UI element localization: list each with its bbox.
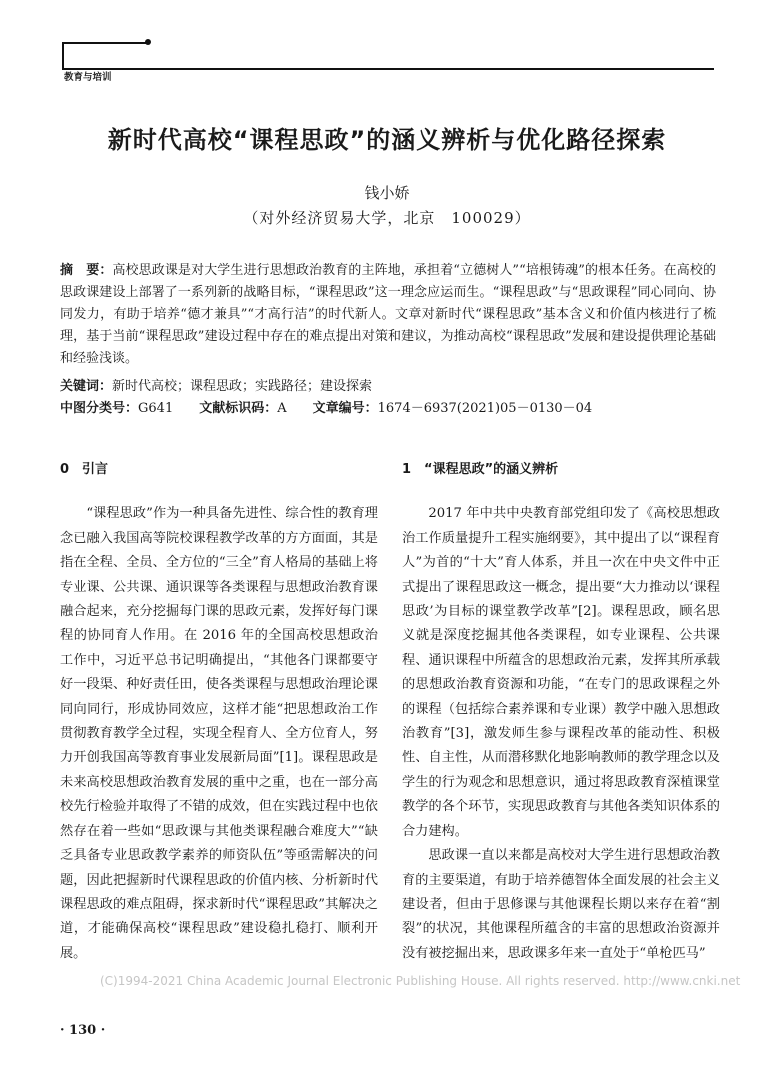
abstract — [60, 260, 716, 370]
abstract-label: 摘 要： — [60, 263, 113, 278]
article-title: 新时代高校“课程思政”的涵义辨析与优化路径探索 — [107, 126, 667, 154]
classification-line — [60, 398, 716, 420]
copyright-watermark: (C)1994-2021 China Academic Journal Electronic Publishing House. All rights reserved. http://www.cnki.net — [100, 974, 741, 988]
header-rule — [62, 42, 148, 44]
left-column — [60, 458, 378, 966]
header-dot — [145, 39, 151, 45]
section-0-heading: 0 引言 — [60, 462, 109, 477]
clc-value: G641 — [138, 401, 174, 416]
doc-code-label: 文献标识码： — [199, 401, 278, 416]
journal-section-label: 教育与培训 — [64, 72, 112, 83]
header-frame — [62, 42, 714, 70]
right-column — [402, 458, 720, 966]
affiliation: （对外经济贸易大学，北京 100029） — [243, 209, 531, 227]
clc-label: 中图分类号： — [60, 401, 139, 416]
section-0-paragraph: “课程思政”作为一种具备先进性、综合性的教育理念已融入我国高等院校课程教学改革的方方面面，其是指在全程、全员、全方位的“三全”育人格局的基础上将专业课、公共课、通识课等各类课程与思想政治教育课融合起来，充分挖掘每门课的思政元素，发挥好每门课程的协同育人作用。在 2016 年的全国高校思想政治工作中，习近平总书记明确提出，“其他各门课都要守好一段渠、种好责任田，使各类课程与思想政治理论课同向同行，形成协同效应，这样才能“把思想政治工作贯彻教育教学全过程，实现全程育人、全方位育人，努力开创我国高等教育事业发展新局面”[1]。课程思政是未来高校思想政治教育发展的重中之重，也在一部分高校先行检验并取得了不错的成效，但在实践过程中也依然存在着一些如“思政课与其他类课程融合难度大”“缺乏具备专业思政教学素养的师资队伍”等亟需解决的问题，因此把握新时代课程思政的价值内核、分析新时代课程思政的难点阻碍，探求新时代“课程思政”其解决之道，才能确保高校“课程思政”建设稳扎稳打、顺利开展。 — [60, 506, 378, 961]
section-1-heading: 1 “课程思政”的涵义辨析 — [402, 462, 559, 477]
article-number-label: 文章编号： — [312, 401, 378, 416]
keywords — [60, 376, 716, 398]
doc-code-value: A — [277, 401, 287, 416]
section-1-paragraph-2: 思政课一直以来都是高校对大学生进行思想政治教育的主要渠道，有助于培养德智体全面发展的社会主义建设者，但由于思修课与其他课程长期以来存在着“割裂”的状况，其他课程所蕴含的丰富的思想政治资源并没有被挖掘出来，思政课多年来一直处于“单枪匹马” — [402, 848, 720, 961]
article-number-value: 1674－6937(2021)05－0130－04 — [377, 401, 593, 416]
keywords-text: 新时代高校；课程思政；实践路径；建设探索 — [112, 379, 373, 394]
page-number: · 130 · — [60, 1023, 106, 1038]
abstract-text: 高校思政课是对大学生进行思想政治教育的主阵地，承担着“立德树人”“培根铸魂”的根本任务。在高校的思政课建设上部署了一系列新的战略目标，“课程思政”这一理念应运而生。“课程思政”与“思政课程”同心同向、协同发力，有助于培养“德才兼具”“才高行洁”的时代新人。文章对新时代“课程思政”基本含义和价值内核进行了梳理，基于当前“课程思政”建设过程中存在的难点提出对策和建议，为推动高校“课程思政”发展和建设提供理论基础和经验浅谈。 — [60, 263, 716, 366]
keywords-label: 关键词： — [60, 379, 113, 394]
section-1-paragraph-1: 2017 年中共中央教育部党组印发了《高校思想政治工作质量提升工程实施纲要》，其中提出了以“课程育人”为首的“十大”育人体系，并且一次在中央文件中正式提出了课程思政这一概念，提出要“大力推动以‘课程思政’为目标的课堂教学改革”[2]。课程思政，顾名思义就是深度挖掘其他各类课程，如专业课程、公共课程、通识课程中所蕴含的思想政治元素，发挥其所承载的思想政治教育资源和功能，“在专门的思政课程之外的课程（包括综合素养课和专业课）教学中融入思想政治教育”[3]，激发师生参与课程改革的能动性、积极性、自主性，从而潜移默化地影响教师的教学理念以及学生的行为观念和思想意识，通过将思政教育深植课堂教学的各个环节，实现思政教育与其他各类知识体系的合力建构。 — [402, 506, 720, 839]
author: 钱小娇 — [364, 184, 410, 202]
